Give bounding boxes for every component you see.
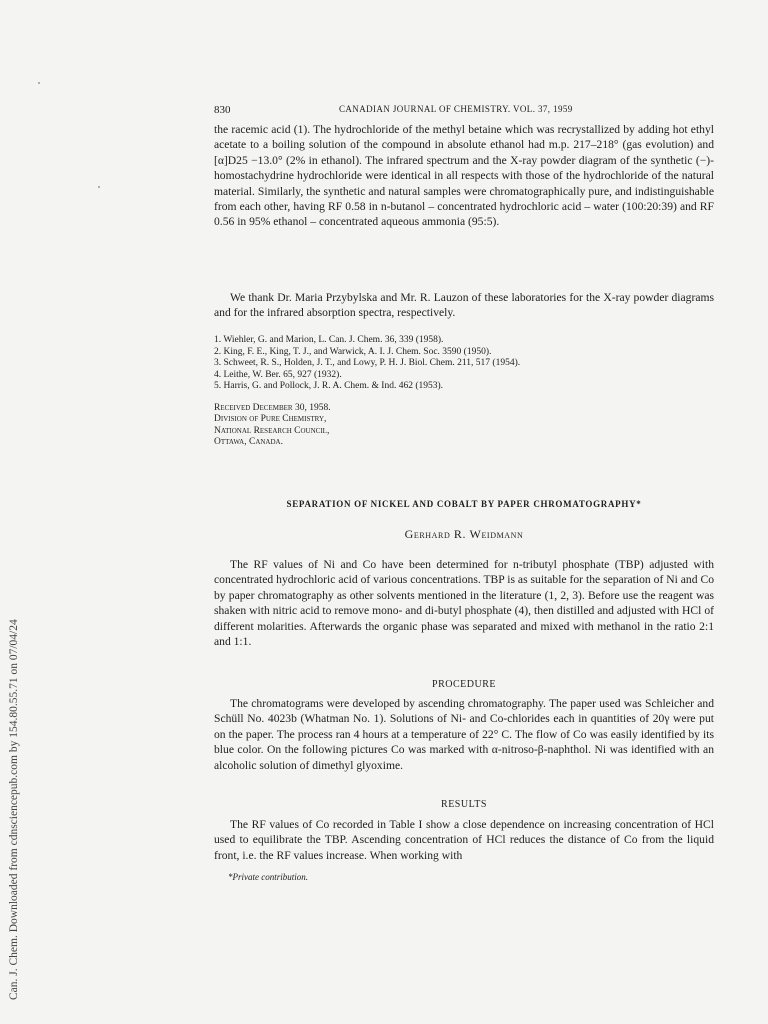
procedure-paragraph: The chromatograms were developed by ascending chromatography. The paper used was Schleicher and Schüll No. 4023b (Whatman No. 1). Solutions of Ni- and Co-chlorides each in quantities of 20γ were put on the paper. The process ran 4 hours at a temperature of 22° C. The flow of Co was easily identified by its blue color. On the following pictures Co was marked with α-nitroso-β-naphthol. Ni was identified with an alcoholic solution of dimethyl glyoxime. — [214, 697, 714, 772]
body-paragraph: the racemic acid (1). The hydrochloride of the methyl betaine which was recrystallized by adding hot ethyl acetate to a boiling solution of the compound in absolute ethanol had m.p. 217–218° (gas evolution) and [α]D25 −13.0° (2% in ethanol). The infrared spectrum and the X-ray powder diagram of the synthetic (−)-homostachydrine hydrochloride were identical in all respects with those of the hydrochloride of the natural material. Similarly, the synthetic and natural samples were chromatographically pure, and indistinguishable from each other, having RF 0.58 in n-butanol – concentrated hydrochloric acid – water (100:20:39) and RF 0.56 in 95% ethanol – concentrated aqueous ammonia (95:5). — [214, 123, 714, 229]
acknowledgment: We thank Dr. Maria Przybylska and Mr. R. Lauzon of these laboratories for the X-ray powder diagrams and for the infrared absorption spectra, respectively. — [214, 291, 714, 320]
reference-list — [214, 335, 714, 393]
reference-item: 5. Harris, G. and Pollock, J. R. A. Chem. & Ind. 462 (1953). — [214, 381, 444, 392]
reference-item: 2. King, F. E., King, T. J., and Warwick, A. I. J. Chem. Soc. 3590 (1950). — [214, 346, 492, 357]
results-paragraph: The RF values of Co recorded in Table I show a close dependence on increasing concentration of HCl used to equilibrate the TBP. Ascending concentration of HCl reduces the distance of Co from the liquid front, i.e. the RF values increase. When working with — [214, 818, 714, 862]
download-watermark: Can. J. Chem. Downloaded from cdnsciencepub.com by 154.80.55.71 on 07/04/24 — [8, 619, 20, 1000]
section-heading-procedure: PROCEDURE — [432, 679, 496, 690]
reference-item: 1. Wiehler, G. and Marion, L. Can. J. Chem. 36, 339 (1958). — [214, 335, 444, 345]
intro-paragraph: The RF values of Ni and Co have been determined for n-tributyl phosphate (TBP) adjusted with concentrated hydrochloric acid of various concentrations. TBP is as suitable for the separation of Ni and Co by paper chromatography as other solvents mentioned in the literature (1, 2, 3). Before use the reagent was shaken with nitric acid to remove mono- and di-butyl phosphate (4), then distilled and adjusted with HCl of different molarities. Afterwards the organic phase was separated and mixed with methanol in the ratio 2:1 and 1:1. — [214, 558, 714, 649]
section-heading-results: RESULTS — [441, 799, 487, 810]
scan-speck — [98, 186, 100, 188]
reference-item: 3. Schweet, R. S., Holden, J. T., and Lowy, P. H. J. Biol. Chem. 211, 517 (1954). — [214, 358, 521, 369]
article-title: SEPARATION OF NICKEL AND COBALT BY PAPER CHROMATOGRAPHY* — [286, 499, 642, 509]
reference-item: 4. Leithe, W. Ber. 65, 927 (1932). — [214, 369, 342, 380]
article-author: Gerhard R. Weidmann — [404, 527, 524, 541]
page-number: 830 — [214, 104, 231, 116]
affiliation-line: Division of Pure Chemistry, — [214, 414, 327, 425]
journal-title: CANADIAN JOURNAL OF CHEMISTRY. VOL. 37, 1959 — [339, 104, 573, 114]
affiliation-line: Ottawa, Canada. — [214, 437, 283, 448]
received-affiliation — [214, 403, 331, 449]
scan-speck — [38, 82, 40, 84]
footnote: *Private contribution. — [228, 872, 308, 882]
affiliation-line: National Research Council, — [214, 425, 330, 436]
received-date: Received December 30, 1958. — [214, 403, 331, 413]
